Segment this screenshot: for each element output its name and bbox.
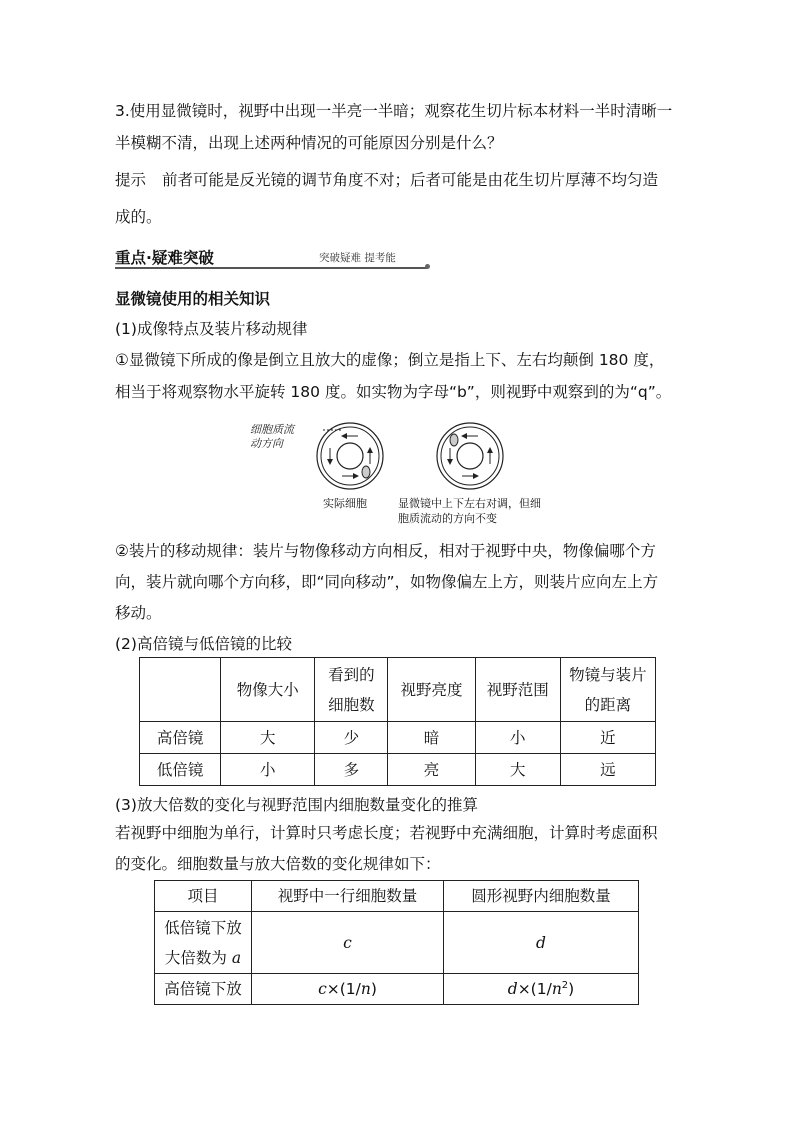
variable-d: d (536, 933, 546, 952)
microscope-cell (437, 423, 503, 489)
table-row (155, 974, 639, 1005)
formula-var: n (551, 980, 562, 998)
paragraph-2-line-1: ②装片的移动规律：装片与物像移动方向相反，相对于视野中央，物像偏哪个方 (115, 542, 656, 560)
formula-var: n (360, 980, 371, 998)
variable-c: c (343, 933, 352, 952)
variable-a: a (231, 948, 242, 967)
formula-text: ×(1/ (326, 980, 361, 998)
table-cell (252, 974, 444, 1005)
table-header-cell: 视野亮度 (388, 658, 475, 722)
caption-actual-cell: 实际细胞 (323, 497, 367, 510)
section-title: 重点·疑难突破 (115, 249, 214, 267)
paragraph-3-line-1: 若视野中细胞为单行，计算时只考虑长度；若视野中充满细胞，计算时考虑面积 (115, 824, 658, 842)
lens-comparison-table (139, 657, 656, 786)
figure-hand-label-2: 动方向 (250, 437, 283, 450)
formula-var: c (318, 980, 327, 998)
table-cell: 大 (221, 722, 315, 754)
paragraph-1-line-2: 相当于将观察物水平旋转 180 度。如实物为字母“b”，则视野中观察到的为“q”。 (115, 383, 672, 401)
tip-line-1 (115, 169, 658, 191)
magnification-table (154, 880, 639, 1005)
tip-line-2: 成的。 (115, 208, 162, 226)
table-header-cell: 视野范围 (475, 658, 560, 722)
formula-text: ) (568, 980, 575, 998)
paragraph-1-line-1: ①显微镜下所成的像是倒立且放大的虚像；倒立是指上下、左右均颠倒 180 度， (115, 351, 665, 369)
table-row (155, 912, 639, 974)
tip-text-1: 前者可能是反光镜的调节角度不对；后者可能是由花生切片厚薄不均匀造 (162, 171, 659, 189)
table-cell: 亮 (388, 754, 475, 786)
caption-microscope-line-1: 显微镜中上下左右对调，但细 (398, 497, 541, 510)
table-cell (155, 912, 252, 974)
subheading-2: (2)高倍镜与低倍镜的比较 (115, 635, 292, 653)
cytoplasm-flow-figure (245, 418, 575, 528)
table-header-cell (315, 658, 388, 722)
table-header-cell: 视野中一行细胞数量 (252, 881, 444, 912)
table-cell: 大 (475, 754, 560, 786)
header-line: 物镜与装片 (569, 665, 647, 684)
section-header (115, 248, 430, 268)
table-cell: 低倍镜 (140, 754, 221, 786)
header-line: 细胞数 (328, 695, 375, 714)
tip-label: 提示 (115, 171, 147, 189)
subheading-3: (3)放大倍数的变化与视野范围内细胞数量变化的推算 (115, 796, 478, 814)
table-cell: 多 (315, 754, 388, 786)
paragraph-2-line-2: 向，装片就向哪个方向移，即“同向移动”，如物像偏左上方，则装片应向左上方 (115, 573, 659, 591)
paragraph-2-line-3: 移动。 (115, 604, 162, 622)
formula-text: ×(1/ (517, 980, 552, 998)
table-cell: 近 (560, 722, 655, 754)
question-line-1: 3.使用显微镜时，视野中出现一半亮一半暗；观察花生切片标本材料一半时清晰一 (115, 102, 673, 120)
table-row (140, 754, 656, 786)
table-cell: 少 (315, 722, 388, 754)
table-cell: 远 (560, 754, 655, 786)
table-cell: 高倍镜下放 (155, 974, 252, 1005)
table-cell: 小 (221, 754, 315, 786)
subheading-1: (1)成像特点及装片移动规律 (115, 320, 308, 338)
table-cell (252, 912, 444, 974)
question-line-2: 半模糊不清，出现上述两种情况的可能原因分别是什么？ (115, 134, 503, 152)
paragraph-3-line-2: 的变化。细胞数量与放大倍数的变化规律如下： (115, 855, 441, 873)
header-line: 的距离 (584, 695, 632, 714)
caption-microscope-line-2: 胞质流动的方向不变 (398, 512, 497, 525)
figure-hand-label-1: 细胞质流 (250, 423, 294, 436)
row-label-text: 大倍数为 (164, 948, 227, 967)
actual-cell (317, 423, 383, 489)
section-dot (425, 264, 430, 269)
table-header-cell (140, 658, 221, 722)
table-header-cell: 物像大小 (221, 658, 315, 722)
table-header-cell: 圆形视野内细胞数量 (444, 881, 639, 912)
row-label-line (155, 943, 251, 973)
section-rule (115, 267, 427, 269)
table-cell (444, 974, 639, 1005)
table-cell: 小 (475, 722, 560, 754)
table-header-cell (560, 658, 655, 722)
table-row (140, 722, 656, 754)
formula-var: d (507, 980, 518, 998)
table-cell (444, 912, 639, 974)
table-header-row (140, 658, 656, 722)
table-header-cell: 项目 (155, 881, 252, 912)
formula-exponent: 2 (561, 979, 569, 991)
table-cell: 暗 (388, 722, 475, 754)
header-line: 看到的 (328, 665, 375, 684)
row-label-line: 低倍镜下放 (164, 918, 242, 937)
table-header-row (155, 881, 639, 912)
table-cell: 高倍镜 (140, 722, 221, 754)
formula-text: ) (370, 980, 377, 998)
section-subtitle: 突破疑难 提考能 (319, 252, 396, 264)
knowledge-heading: 显微镜使用的相关知识 (115, 290, 271, 308)
